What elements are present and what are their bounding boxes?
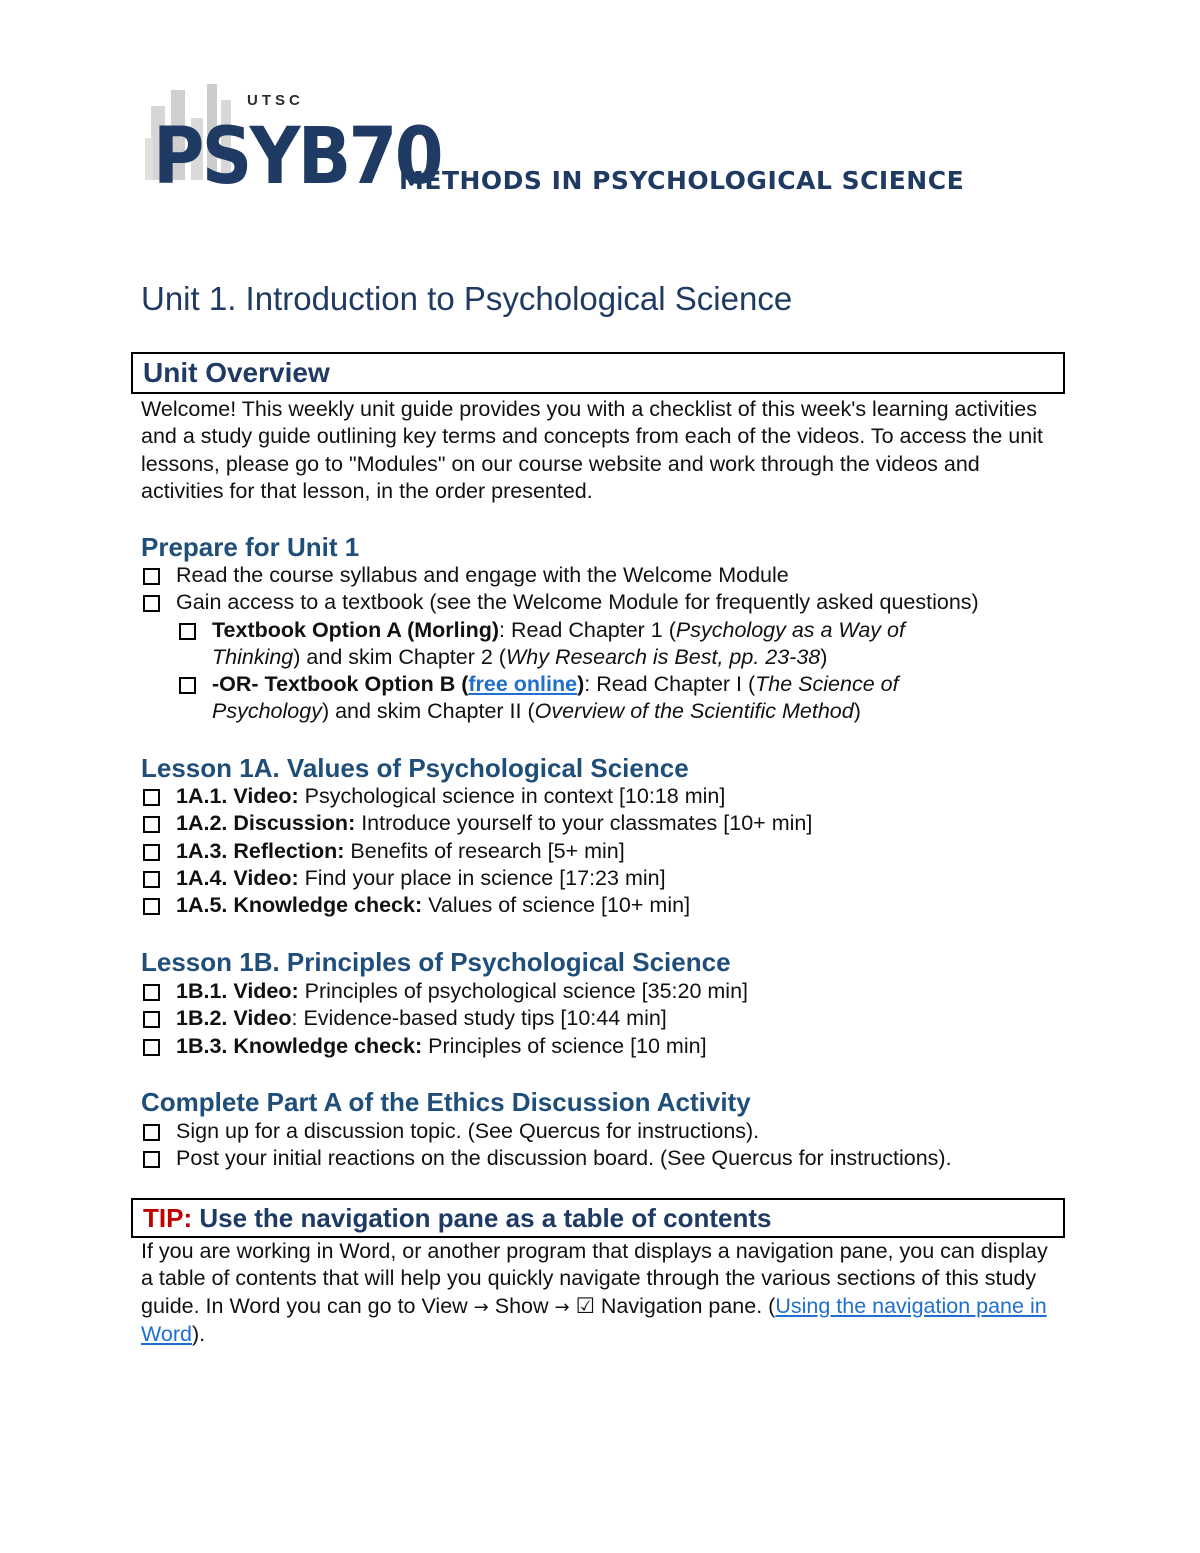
book-title: Overview of the Scientific Method — [534, 699, 854, 724]
item-text: Values of science [10+ min] — [422, 893, 691, 918]
checkbox-icon[interactable] — [143, 1011, 160, 1028]
free-online-link[interactable]: free online — [468, 672, 578, 697]
item-text: ) and skim Chapter 2 ( — [293, 644, 506, 669]
course-logo — [141, 78, 1001, 208]
checklist-item — [141, 589, 982, 616]
logo-org: UTSC — [247, 92, 304, 109]
lesson-1b-list — [141, 978, 748, 1060]
item-label: 1B.1. Video: — [176, 979, 299, 1003]
checkbox-icon[interactable] — [143, 984, 160, 1001]
option-b-label: -OR- Textbook Option B ( — [212, 672, 469, 697]
checklist-item — [141, 865, 812, 892]
item-label: 1B.3. Knowledge check: — [176, 1033, 423, 1058]
tip-text — [141, 1238, 1061, 1348]
checkbox-icon[interactable] — [143, 595, 160, 612]
tip-text-part: Show — [488, 1293, 555, 1318]
item-label: 1B.2. Video — [176, 1006, 292, 1031]
item-text: : Evidence-based study tips [10:44 min] — [291, 1006, 667, 1031]
ethics-heading: Complete Part A of the Ethics Discussion Activity — [141, 1087, 751, 1117]
lesson-1a-list — [141, 783, 812, 919]
arrow-right-icon: → — [473, 1296, 489, 1318]
book-title: Why Research is Best, pp. 23-38 — [505, 644, 821, 669]
item-text: : Read Chapter I ( — [584, 672, 756, 697]
item-text: Gain access to a textbook (see the Welcome Module for frequently asked questions) — [176, 590, 979, 615]
checklist-item — [141, 892, 812, 919]
tip-heading-text: Use the navigation pane as a table of contents — [192, 1203, 772, 1233]
checkbox-icon[interactable] — [143, 1039, 160, 1056]
checkbox-icon[interactable] — [143, 844, 160, 861]
item-label: 1A.1. Video: — [176, 784, 299, 808]
ethics-list — [141, 1118, 952, 1173]
item-text: Principles of psychological science [35:20 min] — [298, 979, 749, 1003]
checkbox-icon[interactable] — [143, 1124, 160, 1141]
tip-heading — [131, 1198, 1065, 1238]
overview-heading — [131, 352, 1065, 394]
checklist-subitem — [177, 671, 982, 726]
checklist-item — [141, 838, 812, 865]
tip-text-part: Navigation pane. ( — [594, 1293, 776, 1318]
tip-text-part: ). — [191, 1321, 206, 1346]
tip-text-part: If you are working in Word, or another program that displays a navigation pane, you can display a table of contents that will help you quickly navigate through the various sections of this study guide. In Word you can go to View — [141, 1239, 1048, 1318]
item-text: Sign up for a discussion topic. (See Quercus for instructions). — [176, 1119, 760, 1143]
checklist-item — [141, 783, 812, 810]
logo-course-title: METHODS IN PSYCHOLOGICAL SCIENCE — [399, 166, 965, 195]
checkbox-icon[interactable] — [143, 568, 160, 585]
item-text: ) and skim Chapter II ( — [321, 699, 535, 724]
item-label: 1A.2. Discussion: — [176, 811, 356, 836]
book-title: The Science of Psychology — [212, 672, 899, 724]
unit-title: Unit 1. Introduction to Psychological Science — [141, 280, 793, 317]
item-text: Principles of science [10 min] — [422, 1033, 707, 1058]
item-text: ) — [853, 699, 861, 724]
checklist-item — [141, 1033, 748, 1060]
item-text: Post your initial reactions on the discussion board. (See Quercus for instructions). — [176, 1146, 952, 1171]
checklist-item — [141, 1005, 748, 1032]
lesson-1b-heading: Lesson 1B. Principles of Psychological Science — [141, 947, 731, 977]
book-title: Psychology as a Way of Thinking — [212, 617, 905, 669]
checked-box-icon: ☑ — [575, 1293, 595, 1319]
item-text: Find your place in science [17:23 min] — [298, 865, 666, 890]
arrow-right-icon: → — [554, 1296, 570, 1318]
overview-text: Welcome! This weekly unit guide provides you with a checklist of this week's learning activities and a study guide outlining key terms and concepts from each of the videos. To access the unit lessons, please go to "Modules" on our course website and work through the videos and activities for that lesson, in the order presented. — [141, 397, 1043, 503]
lesson-1a-heading: Lesson 1A. Values of Psychological Science — [141, 753, 689, 783]
tip-label: TIP: — [143, 1203, 193, 1233]
item-label: 1A.5. Knowledge check: — [176, 893, 423, 918]
item-text: : Read Chapter 1 ( — [499, 617, 676, 642]
overview-heading-text: Unit Overview — [143, 357, 330, 388]
item-text: Benefits of research [5+ min] — [344, 838, 625, 863]
item-text: Psychological science in context [10:18 min] — [298, 784, 726, 808]
checklist-item — [141, 562, 982, 589]
item-text: Read the course syllabus and engage with the Welcome Module — [176, 563, 789, 587]
item-label: 1A.3. Reflection: — [176, 838, 345, 863]
checklist-subitem — [177, 617, 982, 672]
checkbox-icon[interactable] — [143, 816, 160, 833]
checkbox-icon[interactable] — [143, 789, 160, 806]
option-a-label: Textbook Option A (Morling) — [212, 617, 500, 642]
checkbox-icon[interactable] — [179, 623, 196, 640]
option-b-label-end: ) — [577, 672, 585, 697]
logo-course-code: PSYB70 — [153, 112, 441, 202]
checklist-item — [141, 1145, 952, 1172]
checkbox-icon[interactable] — [143, 871, 160, 888]
prepare-heading: Prepare for Unit 1 — [141, 532, 360, 562]
checkbox-icon[interactable] — [143, 898, 160, 915]
checklist-item — [141, 1118, 952, 1145]
checklist-item — [141, 810, 812, 837]
checkbox-icon[interactable] — [143, 1151, 160, 1168]
item-label: 1A.4. Video: — [176, 865, 299, 890]
checkbox-icon[interactable] — [179, 677, 196, 694]
navigation-pane-link[interactable]: Using the navigation pane in Word — [141, 1293, 1047, 1346]
checklist-item — [141, 978, 748, 1005]
item-text: ) — [820, 644, 828, 669]
item-text: Introduce yourself to your classmates [10+ min] — [355, 811, 813, 836]
prepare-list — [141, 562, 982, 726]
